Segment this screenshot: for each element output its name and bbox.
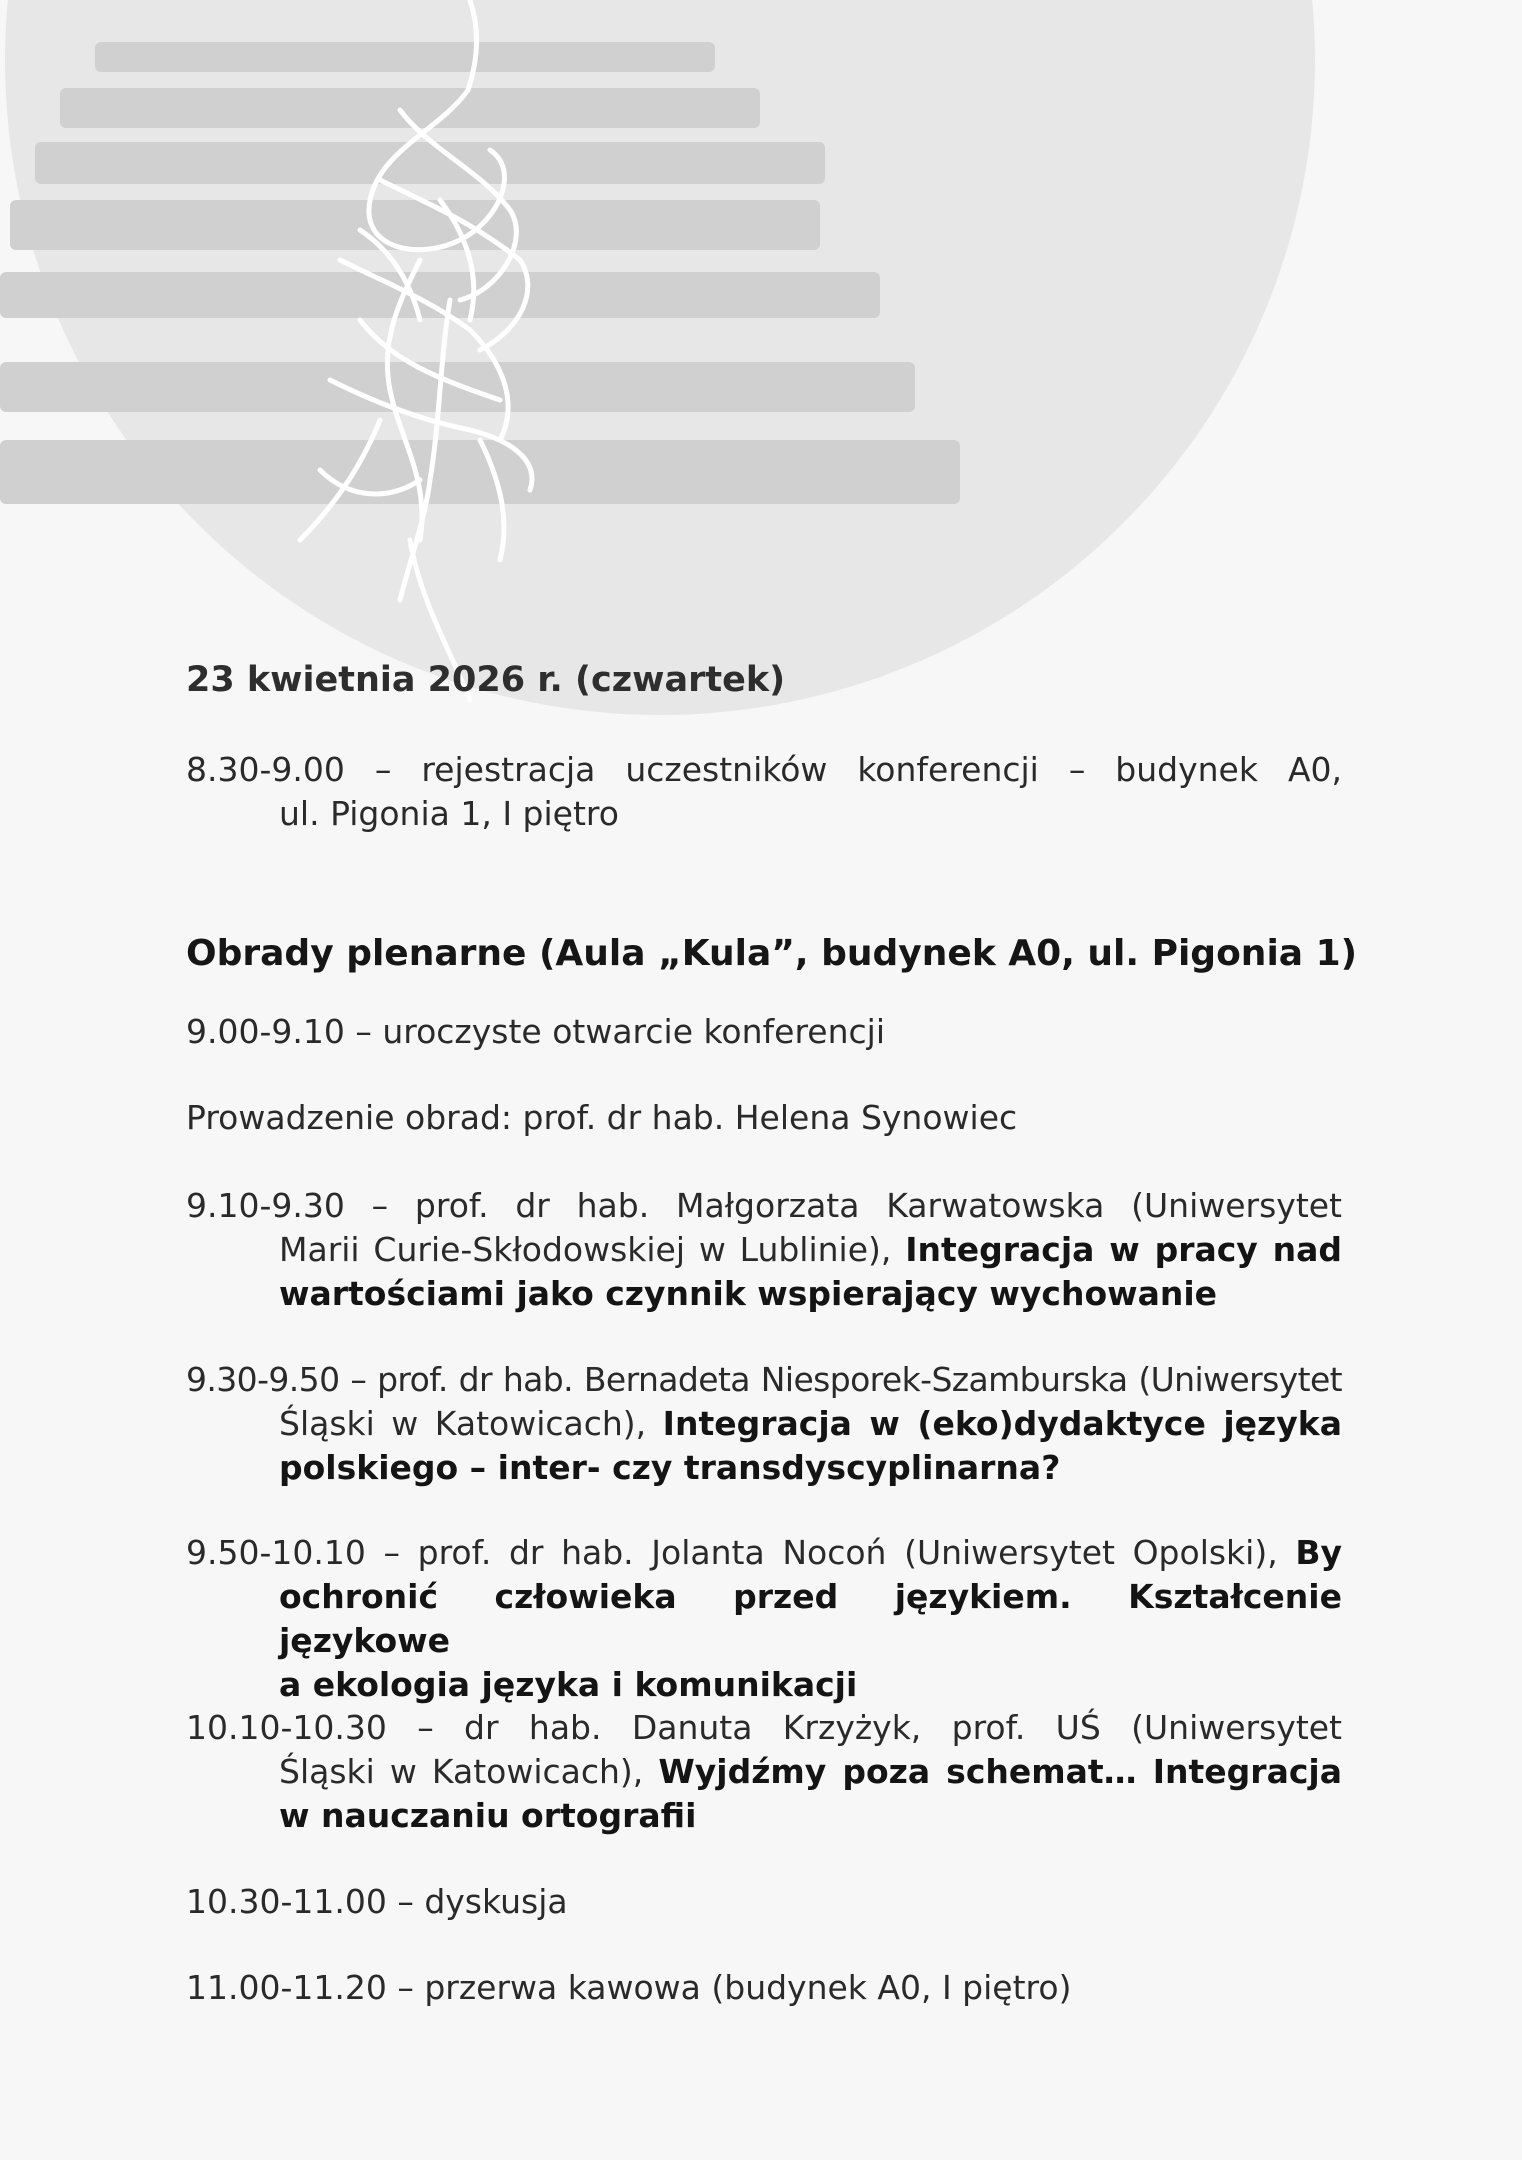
- talk-affiliation-line: Śląski w Katowicach), Integracja w (eko)dydaktyce języka: [279, 1404, 1342, 1443]
- talk-affiliation-line: Śląski w Katowicach), Wyjdźmy poza schemat… Integracja: [279, 1752, 1342, 1791]
- talk-title-cont: ochronić człowieka przed językiem. Kształcenie językowe: [279, 1577, 1342, 1660]
- talk-speaker-line: 9.10-9.30 – prof. dr hab. Małgorzata Karwatowska (Uniwersytet: [186, 1186, 1342, 1225]
- registration-entry: [186, 748, 1342, 836]
- coffee-break-entry: 11.00-11.20 – przerwa kawowa (budynek A0, I piętro): [186, 1968, 1072, 2007]
- registration-time: 8.30-9.00: [186, 750, 345, 789]
- talk-item: [186, 1706, 1342, 1838]
- session-chair: Prowadzenie obrad: prof. dr hab. Helena Synowiec: [186, 1098, 1018, 1137]
- registration-text: rejestracja uczestników konferencji – budynek A0,: [421, 750, 1342, 789]
- talk-affiliation-line: Marii Curie-Skłodowskiej w Lublinie), Integracja w pracy nad: [279, 1230, 1343, 1269]
- talk-speaker-line: 10.10-10.30 – dr hab. Danuta Krzyżyk, prof. UŚ (Uniwersytet: [186, 1708, 1342, 1747]
- talk-item: [186, 1531, 1342, 1707]
- talk-title: Integracja w (eko)dydaktyce języka: [662, 1404, 1342, 1443]
- talk-item: [186, 1184, 1342, 1316]
- registration-address: ul. Pigonia 1, I piętro: [279, 794, 619, 833]
- talk-speaker-line: 9.30-9.50 – prof. dr hab. Bernadeta Niesporek-Szamburska (Uniwersytet: [186, 1360, 1342, 1399]
- talk-title: Integracja w pracy nad: [905, 1230, 1343, 1269]
- registration-line: 8.30-9.00 – rejestracja uczestników konferencji – budynek A0,: [186, 750, 1342, 789]
- talk-speaker-line: 9.50-10.10 – prof. dr hab. Jolanta Nocoń (Uniwersytet Opolski), By: [186, 1533, 1342, 1572]
- discussion-entry: 10.30-11.00 – dyskusja: [186, 1882, 568, 1921]
- opening-entry: 9.00-9.10 – uroczyste otwarcie konferencji: [186, 1012, 885, 1051]
- talk-title-cont: wartościami jako czynnik wspierający wychowanie: [279, 1274, 1218, 1313]
- decorative-background-art: [0, 0, 1522, 760]
- talk-title-cont: polskiego – inter- czy transdyscyplinarna?: [279, 1448, 1061, 1487]
- talk-title-cont: w nauczaniu ortografii: [279, 1796, 697, 1835]
- plenary-session-heading: Obrady plenarne (Aula „Kula”, budynek A0, ul. Pigonia 1): [186, 933, 1358, 974]
- talk-title-cont: a ekologia języka i komunikacji: [279, 1665, 858, 1704]
- day-date-heading: 23 kwietnia 2026 r. (czwartek): [186, 660, 786, 700]
- talk-item: [186, 1358, 1342, 1490]
- talk-title: By: [1295, 1533, 1342, 1572]
- talk-title: Wyjdźmy poza schemat… Integracja: [658, 1752, 1342, 1791]
